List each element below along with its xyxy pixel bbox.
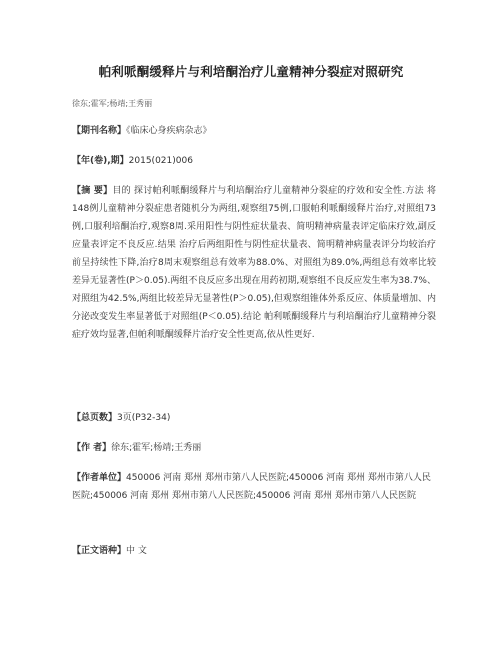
language-label: 【正文语种】 xyxy=(72,546,127,556)
article-title: 帕利哌酮缓释片与利培酮治疗儿童精神分裂症对照研究 xyxy=(98,64,404,79)
pages-label: 【总页数】 xyxy=(72,413,118,423)
language-field xyxy=(72,542,436,560)
journal-value: 《临床心身疾病杂志》 xyxy=(126,126,212,136)
abstract-text: 目的 探讨帕利哌酮缓释片与利培酮治疗儿童精神分裂症的疗效和安全性.方法 将148例儿童精神分裂症患者随机分为两组,观察组75例,口服帕利哌酮缓释片治疗,对照组73例,口服利培酮治疗,观察8周.采用阳性与阴性症状量表、简明精神病量表评定临床疗效,副反应量表评定不良反应.结果 治疗后两组阳性与阴性症状量表、简明精神病量表评分均较治疗前呈持续性下降,治疗8周末观察组总有效率为88.0%、对照组为89.0%,两组总有效率比较差异无显著性(P＞0.05).两组不良反应多出现在用药初期,观察组不良反应发生率为38.7%、对照组为42.5%,两组比较差异无显著性(P＞0.05),但观察组锥体外系反应、体质量增加、内分泌改变发生率显著低于对照组(P＜0.05).结论 帕利哌酮缓释片与利培酮治疗儿童精神分裂症疗效均显著,但帕利哌酮缓释片治疗安全性更高,依从性更好. xyxy=(72,186,436,340)
affiliation-field xyxy=(72,469,436,505)
authors-value: 徐东;霍军;杨靖;王秀丽 xyxy=(111,443,202,453)
authors-label: 【作 者】 xyxy=(72,443,112,453)
abstract-field xyxy=(72,182,436,344)
year-volume-field xyxy=(72,152,436,170)
affiliation-value: 450006 河南 郑州 郑州市第八人民医院;450006 河南 郑州 郑州市第八人民医院;450006 河南 郑州 郑州市第八人民医院;450006 河南 郑州 郑州市第八人民医院 xyxy=(72,473,431,501)
abstract-label: 【摘 要】 xyxy=(72,186,113,196)
author-byline: 徐东;霍军;杨靖;王秀丽 xyxy=(72,99,153,108)
journal-label: 【期刊名称】 xyxy=(72,126,127,136)
journal-field xyxy=(72,122,436,140)
year-value: 2015(021)006 xyxy=(128,156,193,166)
year-label: 【年(卷),期】 xyxy=(72,156,129,166)
authors-field xyxy=(72,439,436,457)
affiliation-label: 【作者单位】 xyxy=(72,473,127,483)
pages-value: 3页(P32-34) xyxy=(117,413,171,423)
language-value: 中 文 xyxy=(126,546,147,556)
pages-field xyxy=(72,409,436,427)
